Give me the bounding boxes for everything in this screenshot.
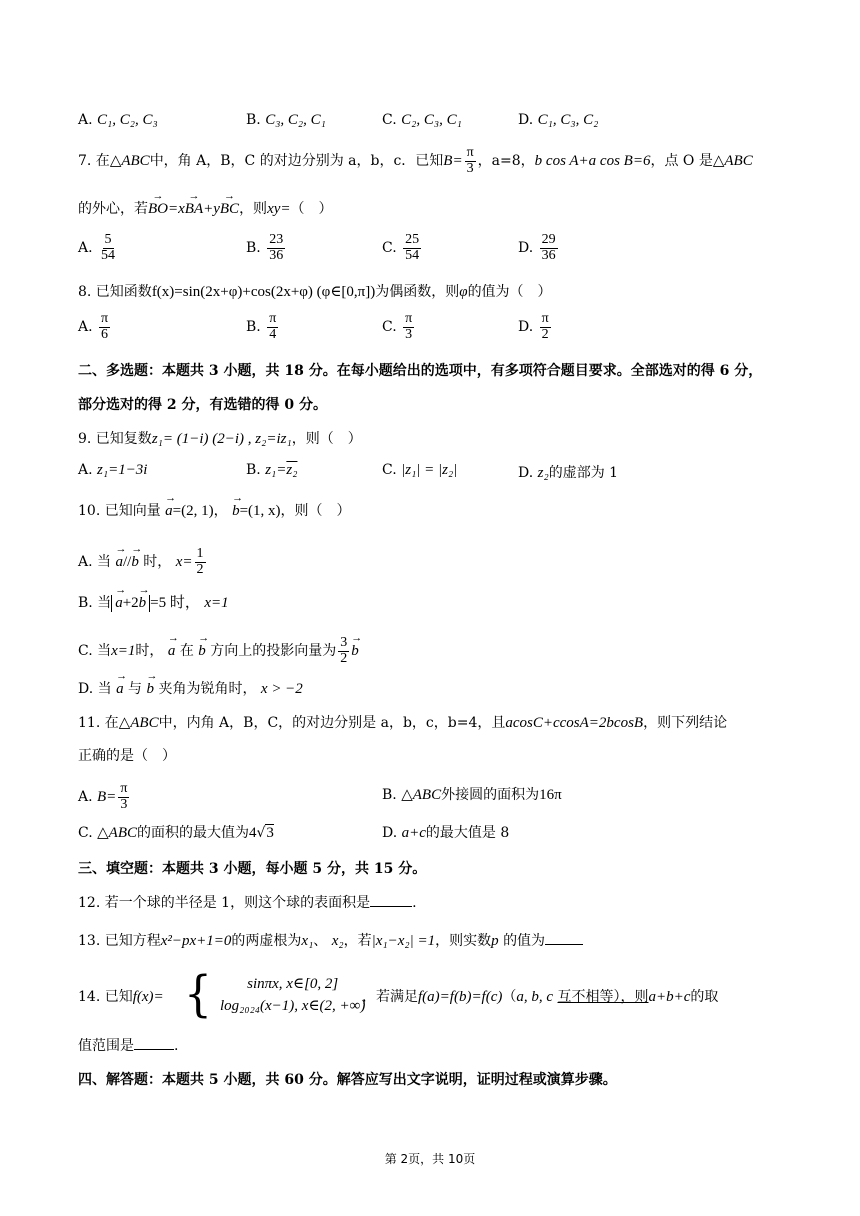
q7-option-c: C. $\frac{25}{54}$ — [382, 232, 420, 263]
section4-heading: 四、解答题：本题共 5 小题，共 60 分。解答应写出文字说明，证明过程或演算步骤。 — [78, 1072, 617, 1088]
q8-option-b: B. $\frac{\pi}{4}$ — [246, 311, 277, 342]
q14-stem-suffix: ，若满足f(a)=f(b)=f(c)（a, b, c 互不相等），则a+b+c的取 — [362, 989, 719, 1005]
q9-option-b: B. z₁=z₂ — [246, 462, 298, 478]
q14-stem-line2: 值范围是 . — [78, 1038, 179, 1054]
q13-stem: 13. 已知方程x²−px+1=0的两虚根为x₁、 x₂，若|x₁−x₂| =1，则实数p 的值为 — [78, 930, 583, 950]
q6-option-c: C. C₂, C₃, C₁ — [382, 112, 462, 128]
q9-option-a: A. z₁=1−3i — [78, 462, 148, 478]
q13-answer-blank[interactable] — [545, 932, 583, 945]
q6-option-a: A. C₁, C₂, C₃ — [78, 112, 158, 128]
q7-option-d: D. $\frac{29}{36}$ — [518, 232, 556, 263]
q9-stem: 9. 已知复数z₁= (1−i) (2−i) , z₂=iz₁，则（ ） — [78, 431, 362, 447]
q7-option-b: B. $\frac{23}{36}$ — [246, 232, 284, 263]
q10-stem: 10. 已知向量 → a=(2, 1)， → b=(1, x)，则（ ） — [78, 500, 351, 520]
q10-option-a: A. 当 → a//→ b 时， x= $\frac{1}{2}$ — [78, 547, 208, 577]
page-footer: 第 2页，共 10页 — [384, 1152, 476, 1166]
q14-case2: log₂₀₂₄(x−1), x∈(2, +∞) — [220, 998, 366, 1014]
q8-option-d: D. $\frac{\pi}{2}$ — [518, 311, 549, 342]
q8-stem: 8. 已知函数f(x)=sin(2x+φ)+cos(2x+φ) (φ∈[0,π])为偶函数，则φ的值为（ ） — [78, 284, 552, 300]
q14-brace: { — [184, 966, 212, 1023]
q7-option-a: A. $\frac{5}{54}$ — [78, 232, 116, 263]
q11-stem-line1: 11. 在△ABC中，内角 A，B，C，的对边分别是 a，b，c，b=4，且acosC+ccosA=2bcosB，则下列结论 — [78, 715, 728, 731]
q14-answer-blank[interactable] — [134, 1037, 174, 1050]
section2-heading-line1: 二、多选题：本题共 3 小题，共 18 分。在每小题给出的选项中，有多项符合题目要求。全部选对的得 6 分， — [78, 363, 763, 379]
q9-option-d: D. z₂的虚部为 1 — [518, 465, 619, 481]
q10-option-c: C. 当x=1时， → a 在 → b 方向上的投影向量为 $\frac{3}{2}$ → b — [78, 636, 359, 666]
section3-heading: 三、填空题：本题共 3 小题，每小题 5 分，共 15 分。 — [78, 861, 427, 877]
q11-option-a: A. B= $\frac{\pi}{3}$ — [78, 781, 128, 812]
q11-option-c: C. △ABC的面积的最大值为4√3 — [78, 825, 274, 841]
q10-option-b: B. 当→ a+2→ b =5 时， x=1 — [78, 591, 229, 612]
q6-option-d: D. C₁, C₃, C₂ — [518, 112, 599, 128]
q14-case1: sinπx, x∈[0, 2] — [247, 976, 339, 992]
q11-option-b: B. △ABC外接圆的面积为16π — [382, 787, 562, 803]
section2-heading-line2: 部分选对的得 2 分，有选错的得 0 分。 — [78, 397, 327, 413]
q8-option-c: C. $\frac{\pi}{3}$ — [382, 311, 413, 342]
q12-stem: 12. 若一个球的半径是 1，则这个球的表面积是 . — [78, 895, 417, 911]
q7-stem-line1: 7. 在△ABC中，角 A，B，C 的对边分别为 a，b，c．已知B= $\frac{\pi}{3}$ ，a=8，b cos A+a cos B=6，点 O 是△ABC — [78, 145, 753, 176]
q8-option-a: A. $\frac{\pi}{6}$ — [78, 311, 109, 342]
q14-piecewise — [184, 966, 366, 1023]
q7-stem-line2: 的外心，若→ BO=x→ BA+y→ BC，则xy=（ ） — [78, 198, 333, 218]
q11-stem-line2: 正确的是（ ） — [78, 748, 176, 764]
q10-option-d: D. 当 → a 与 → b 夹角为锐角时， x > −2 — [78, 678, 303, 698]
q11-option-d: D. a+c的最大值是 8 — [382, 825, 510, 841]
q9-option-c: C. |z₁| = |z₂| — [382, 462, 458, 478]
q14-stem-prefix: 14. 已知f(x)= — [78, 989, 164, 1005]
q12-answer-blank[interactable] — [370, 894, 412, 907]
q6-option-b: B. C₃, C₂, C₁ — [246, 112, 326, 128]
